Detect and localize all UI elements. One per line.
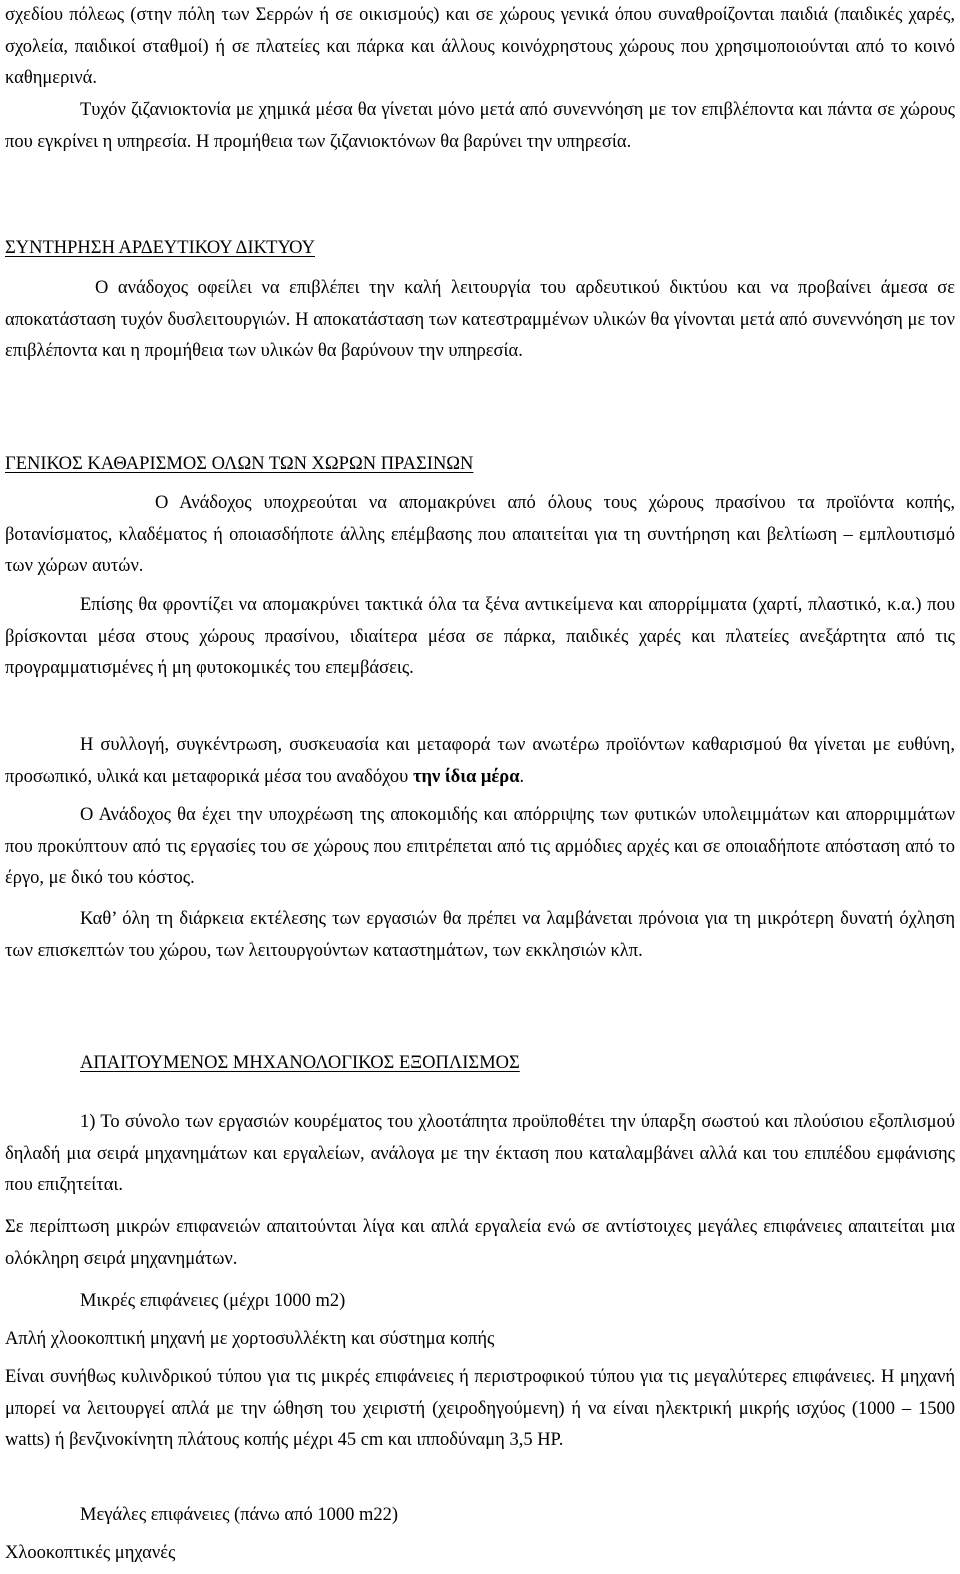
cleaning-paragraph-3	[5, 730, 955, 793]
equipment-paragraph-2: Σε περίπτωση μικρών επιφανειών απαιτούνται λίγα και απλά εργαλεία ενώ σε αντίστοιχες μεγάλες επιφάνειες απαιτείται μια ολόκληρη σειρά μηχανημάτων.	[5, 1217, 955, 1269]
cleaning-paragraph-3-text: Η συλλογή, συγκέντρωση, συσκευασία και μεταφορά των ανωτέρω προϊόντων καθαρισμού θα γίνεται με ευθύνη, προσωπικό, υλικά και μεταφορικά μέσα του αναδόχου	[5, 735, 955, 787]
irrigation-heading: ΣΥΝΤΗΡΗΣΗ ΑΡΔΕΥΤΙΚΟΥ ΔΙΚΤΥΟΥ	[5, 238, 315, 258]
cleaning-paragraph-1: Ο Ανάδοχος υποχρεούται να απομακρύνει από όλους τους χώρους πρασίνου τα προϊόντα κοπής, βοτανίσματος, κλαδέματος ή οποιασδήποτε άλλης επέμβασης που απαιτείται για τη συντήρηση και βελτίωση – εμπλουτισμό των χώρων αυτών.	[5, 493, 955, 576]
large-surfaces-subheading: Χλοοκοπτικές μηχανές	[5, 1543, 176, 1563]
cleaning-paragraph-3-bold: την ίδια μέρα	[412, 766, 520, 787]
equipment-heading: ΑΠΑΙΤΟΥΜΕΝΟΣ ΜΗΧΑΝΟΛΟΓΙΚΟΣ ΕΞΟΠΛΙΣΜΟΣ	[80, 1053, 520, 1073]
cleaning-heading: ΓΕΝΙΚΟΣ ΚΑΘΑΡΙΣΜΟΣ ΟΛΩΝ ΤΩΝ ΧΩΡΩΝ ΠΡΑΣΙΝΩΝ	[5, 454, 474, 474]
cleaning-paragraph-2: Επίσης θα φροντίζει να απομακρύνει τακτικά όλα τα ξένα αντικείμενα και απορρίμματα (χαρτί, πλαστικό, κ.α.) που βρίσκονται μέσα στους χώρους πρασίνου, ιδιαίτερα μέσα σε πάρκα, παιδικές χαρές και πλατείες ανεξάρτητα από τις προγραμματισμένες ή μη φυτοκομικές του επεμβάσεις.	[5, 595, 955, 678]
equipment-paragraph-1: 1) Το σύνολο των εργασιών κουρέματος του χλοοτάπητα προϋποθέτει την ύπαρξη σωστού και πλούσιου εξοπλισμού δηλαδή μια σειρά μηχανημάτων και εργαλείων, ανάλογα με την έκταση που καταλαμβάνει αλλά και του επιπέδου εμφάνισης που επιζητείται.	[5, 1112, 955, 1195]
intro-paragraph-2: Τυχόν ζιζανιοκτονία με χημικά μέσα θα γίνεται μόνο μετά από συνεννόηση με τον επιβλέποντα και πάντα σε χώρους που εγκρίνει η υπηρεσία. Η προμήθεια των ζιζανιοκτόνων θα βαρύνει την υπηρεσία.	[5, 100, 955, 152]
small-surfaces-heading: Μικρές επιφάνειες (μέχρι 1000 m2)	[80, 1291, 346, 1311]
cleaning-paragraph-3-end: .	[519, 766, 525, 787]
equipment-paragraph-3: Είναι συνήθως κυλινδρικού τύπου για τις μικρές επιφάνειες ή περιστροφικού τύπου για τις μεγαλύτερες επιφάνειες. Η μηχανή μπορεί να λειτουργεί απλά με την ώθηση του χειριστή (χειροδηγούμενη) ή να είναι ηλεκτρική μικρής ισχύος (1000 – 1500 watts) ή βενζινοκίνητη πλάτους κοπής μέχρι 45 cm και ιπποδύναμη 3,5 HP.	[5, 1367, 955, 1450]
irrigation-paragraph-1: Ο ανάδοχος οφείλει να επιβλέπει την καλή λειτουργία του αρδευτικού δικτύου και να προβαίνει άμεσα σε αποκατάσταση τυχόν δυσλειτουργιών. Η αποκατάσταση των κατεστραμμένων υλικών θα γίνονται μετά από συνεννόηση με τον επιβλέποντα και η προμήθεια των υλικών θα βαρύνουν την υπηρεσία.	[5, 278, 955, 361]
intro-paragraph-1: σχεδίου πόλεως (στην πόλη των Σερρών ή σε οικισμούς) και σε χώρους γενικά όπου συναθροίζονται παιδιά (παιδικές χαρές, σχολεία, παιδικοί σταθμοί) ή σε πλατείες και πάρκα και άλλους κοινόχρηστους χώρους που χρησιμοποιούνται από το κοινό καθημερινά.	[5, 5, 955, 88]
cleaning-paragraph-4: Ο Ανάδοχος θα έχει την υποχρέωση της αποκομιδής και απόρριψης των φυτικών υπολειμμάτων και απορριμμάτων που προκύπτουν από τις εργασίες του σε χώρους που επιτρέπεται από τις αρμόδιες αρχές και σε οποιαδήποτε απόσταση από το έργο, με δικό του κόστος.	[5, 805, 955, 888]
small-surfaces-subheading: Απλή χλοοκοπτική μηχανή με χορτοσυλλέκτη και σύστημα κοπής	[5, 1329, 495, 1349]
cleaning-paragraph-5: Καθ’ όλη τη διάρκεια εκτέλεσης των εργασιών θα πρέπει να λαμβάνεται πρόνοια για τη μικρότερη δυνατή όχληση των επισκεπτών του χώρου, των λειτουργούντων καταστημάτων, των εκκλησιών κλπ.	[5, 909, 955, 961]
large-surfaces-heading: Μεγάλες επιφάνειες (πάνω από 1000 m22)	[80, 1505, 399, 1525]
